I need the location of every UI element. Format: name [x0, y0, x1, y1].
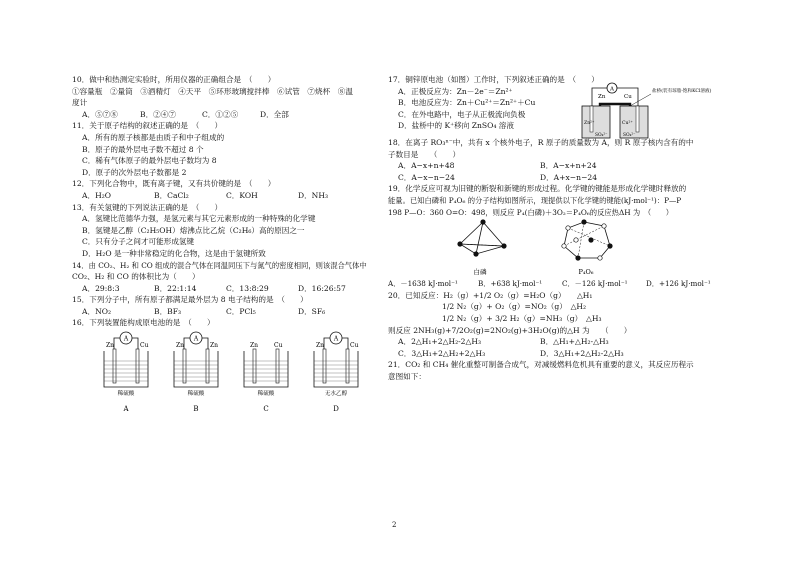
q10-options: [72, 109, 378, 121]
electrode-left-label: Zn: [106, 342, 115, 350]
electrode-right-label: Cu: [350, 342, 359, 350]
solution-label: 稀硫酸: [117, 391, 135, 398]
q11-option-a: A．所有的原子核都是由质子和中子组成的: [82, 132, 225, 142]
salt-bridge-label: 盐桥(装有琼脂-饱和KCl溶液): [652, 89, 712, 94]
q20-option-c: C．3△H₁+2△H₂+2△H₃: [398, 348, 486, 358]
q19-stem-cont: 能量。已知白磷和 P₄O₆ 的分子结构如图所示，现提供以下化学键的键能(kJ·mol⁻¹)：P—P: [388, 195, 682, 205]
q14-option-c: C．13:8:29: [226, 283, 269, 293]
ammeter-label: A: [193, 335, 199, 343]
cu-solution-ion: Cu²⁺: [622, 121, 633, 126]
q12-option-b: B．CaCl₂: [154, 190, 189, 200]
q18-option-c: C．A−x−n−24: [398, 172, 455, 182]
electrode-left-label: Zn: [250, 342, 259, 350]
ammeter-label: A: [123, 335, 129, 343]
q19-molecule-figures: [388, 218, 738, 278]
q19-stem: 19．化学反应可视为旧键的断裂和新键的形成过程。化学键的键能是形成化学键时释放的: [388, 184, 687, 194]
q14-options: [72, 283, 378, 295]
cell-figure-c: [244, 342, 288, 413]
q20-option-a: A．2△H₁+2△H₂-2△H₃: [398, 337, 482, 347]
page-number: 2: [392, 521, 397, 529]
q18-option-b: B．A−x+n+24: [540, 161, 597, 171]
q15-stem: 15．下列分子中，所有原子都满足最外层为 8 电子结构的是 （ ）: [72, 295, 308, 305]
q14-option-b: B．22:1:14: [154, 283, 197, 293]
q11-option-b: B．原子的最外层电子数不超过 8 个: [82, 144, 204, 154]
p4o6-structure: [562, 220, 613, 277]
q11-option-c: C．稀有气体原子的最外层电子数均为 8: [82, 156, 217, 166]
q19-option-b: B．+638 kJ·mol⁻¹: [478, 279, 543, 289]
q11-option-d: D．原子的次外层电子数都是 2: [82, 167, 187, 177]
q17-cell-figure: [574, 80, 734, 142]
q17-option-d: D．盐桥中的 K⁺移向 ZnSO₄ 溶液: [398, 121, 514, 131]
zn-solution-anion: SO₄²⁻: [595, 133, 608, 138]
q20-options-row2: [388, 348, 738, 360]
zn-electrode-label: Zn: [598, 94, 606, 100]
q14-stem-cont: CO₂、H₂ 和 CO 的体积比为（ ）: [72, 272, 200, 282]
q20-equation-3: 1/2 N₂（g）+ 3/2 H₂（g）=NH₃（g） △H₃: [442, 313, 602, 323]
ammeter-label: A: [333, 335, 339, 343]
cell-figure-b: [174, 332, 218, 413]
q13-option-a: A．氢键比范德华力强，是氢元素与其它元素形成的一种特殊的化学键: [82, 214, 316, 224]
q19-option-d: D．+126 kJ·mol⁻¹: [646, 279, 711, 289]
q18-option-d: D．A+x−n−24: [540, 172, 598, 182]
q10-option-a: A．⑤⑦⑧: [82, 109, 118, 119]
electrode-left-label: Zn: [176, 342, 185, 350]
white-phosphorus-structure: [457, 220, 506, 277]
right-column: [388, 74, 738, 382]
q14-stem: 14．由 CO₂、H₂ 和 CO 组成的混合气体在同温同压下与氮气的密度相同，则该混合气体中: [72, 260, 367, 270]
cell-label: D: [333, 405, 339, 414]
q10-option-b: B．②④⑦: [140, 109, 176, 119]
q17-option-b: B．电池反应为：Zn＋Cu²⁺＝Zn²⁺＋Cu: [398, 98, 536, 108]
cell-label: A: [123, 405, 129, 414]
left-column: [72, 74, 378, 413]
q10-option-d: D．全部: [260, 109, 289, 119]
q18-stem: 18．在离子 RO₃ⁿ⁻中，共有 x 个核外电子，R 原子的质量数为 A，则 R 原子核内含有的中: [388, 137, 694, 147]
q18-option-a: A．A−x+n+48: [398, 161, 455, 171]
q15-options: [72, 306, 378, 318]
q10-stem: 10．做中和热测定实验时，所用仪器的正确组合是 （ ）: [72, 75, 276, 84]
q18-options-row2: [388, 172, 738, 184]
q20-equation-2: 1/2 N₂（g）+ O₂（g）=NO₂（g） △H₂: [442, 302, 587, 312]
q13-stem: 13．有关氢键的下列说法正确的是 （ ）: [72, 202, 223, 212]
q19-option-a: A．－1638 kJ·mol⁻¹: [388, 279, 458, 289]
q19-option-c: C．－126 kJ·mol⁻¹: [562, 279, 628, 289]
q20-option-d: D．3△H₁+2△H₂-2△H₃: [540, 348, 624, 358]
q12-options: [72, 190, 378, 202]
solution-label: 稀硫酸: [187, 391, 205, 398]
q20-option-b: B．△H₁+△H₂-△H₃: [540, 337, 609, 347]
cell-label: C: [263, 405, 269, 414]
q13-option-b: B．氢键是乙醇（C₂H₅OH）熔沸点比乙烷（C₂H₆）高的原因之一: [82, 225, 305, 235]
zn-solution-ion: Zn²⁺: [584, 121, 595, 126]
p4o6-label: P₄O₆: [578, 268, 594, 277]
solution-label: 无水乙醇: [324, 391, 348, 398]
cu-solution-anion: SO₄²⁻: [623, 133, 636, 138]
q16-figures: [72, 329, 372, 413]
q12-option-c: C．KOH: [226, 190, 258, 200]
cell-figure-a: [104, 332, 149, 413]
q20-options-row1: [388, 336, 738, 348]
q17-option-a: A．正极反应为：Zn－2e⁻＝Zn²⁺: [398, 86, 513, 96]
electrode-right-label: Cu: [274, 342, 283, 350]
q10-items: ①容量瓶 ②量筒 ③酒精灯 ④天平 ⑤环形玻璃搅拌棒 ⑥试管 ⑦烧杯 ⑧温: [72, 86, 353, 96]
q12-stem: 12．下列化合物中，既有离子键，又有共价键的是 （ ）: [72, 179, 276, 189]
q12-option-d: D．NH₃: [298, 190, 328, 200]
q15-option-b: B．BF₃: [154, 306, 182, 316]
q18-options-row1: [388, 160, 738, 172]
q13-option-c: C．只有分子之间才可能形成氢键: [82, 237, 195, 247]
q14-option-d: D．16:26:57: [298, 283, 346, 293]
white-phosphorus-label: 白磷: [473, 268, 487, 277]
q13-option-d: D．H₂O 是一种非常稳定的化合物，这是由于氢键所致: [82, 248, 266, 258]
q18-stem-cont: 子数目是 （ ）: [388, 149, 461, 159]
q12-option-a: A．H₂O: [82, 190, 111, 200]
q20-target-reaction: 则反应 2NH₃(g)+7/2O₂(g)=2NO₂(g)+3H₂O(g)的△H 为 （ ）: [388, 325, 632, 335]
q10-items-cont: 度计: [72, 98, 88, 108]
electrode-left-label: Zn: [316, 342, 325, 350]
q21-stem: 21．CO₂ 和 CH₄ 催化重整可制备合成气，对减缓燃料危机具有重要的意义，其反应历程示: [388, 360, 694, 370]
q15-option-d: D．SF₆: [298, 306, 326, 316]
q11-stem: 11．关于原子结构的叙述正确的是 （ ）: [72, 121, 223, 131]
q21-stem-cont: 意图如下：: [388, 371, 426, 381]
q15-option-a: A．NO₂: [82, 306, 111, 316]
cell-label: B: [193, 405, 199, 414]
cell-figure-d: [314, 332, 359, 413]
cu-electrode-label: Cu: [624, 94, 632, 100]
q10-option-c: C．①②⑤: [202, 109, 239, 119]
solution-label: 稀硫酸: [257, 391, 275, 398]
q14-option-a: A．29:8:3: [82, 283, 120, 293]
electrode-right-label: Zn: [210, 342, 219, 350]
q20-stem: 20．已知反应：H₂（g）+1/2 O₂（g）=H₂O（g） △H₁: [388, 290, 593, 300]
q17-stem: 17．铜锌原电池（如图）工作时，下列叙述正确的是 （ ）: [388, 75, 599, 84]
q17-option-c: C．在外电路中，电子从正极流向负极: [398, 109, 526, 119]
q16-stem: 16．下列装置能构成原电池的是 （ ）: [72, 318, 215, 328]
ammeter-label: A: [610, 86, 614, 93]
q15-option-c: C．PCl₅: [226, 306, 256, 316]
q17-block: [388, 74, 738, 138]
q19-options: [388, 278, 738, 290]
q19-stem-cont2: 198 P—O：360 O=O：498，则反应 P₄(白磷)＋3O₂＝P₄O₆的反应热ΔH 为 （ ）: [388, 207, 674, 217]
electrode-right-label: Cu: [140, 342, 149, 350]
